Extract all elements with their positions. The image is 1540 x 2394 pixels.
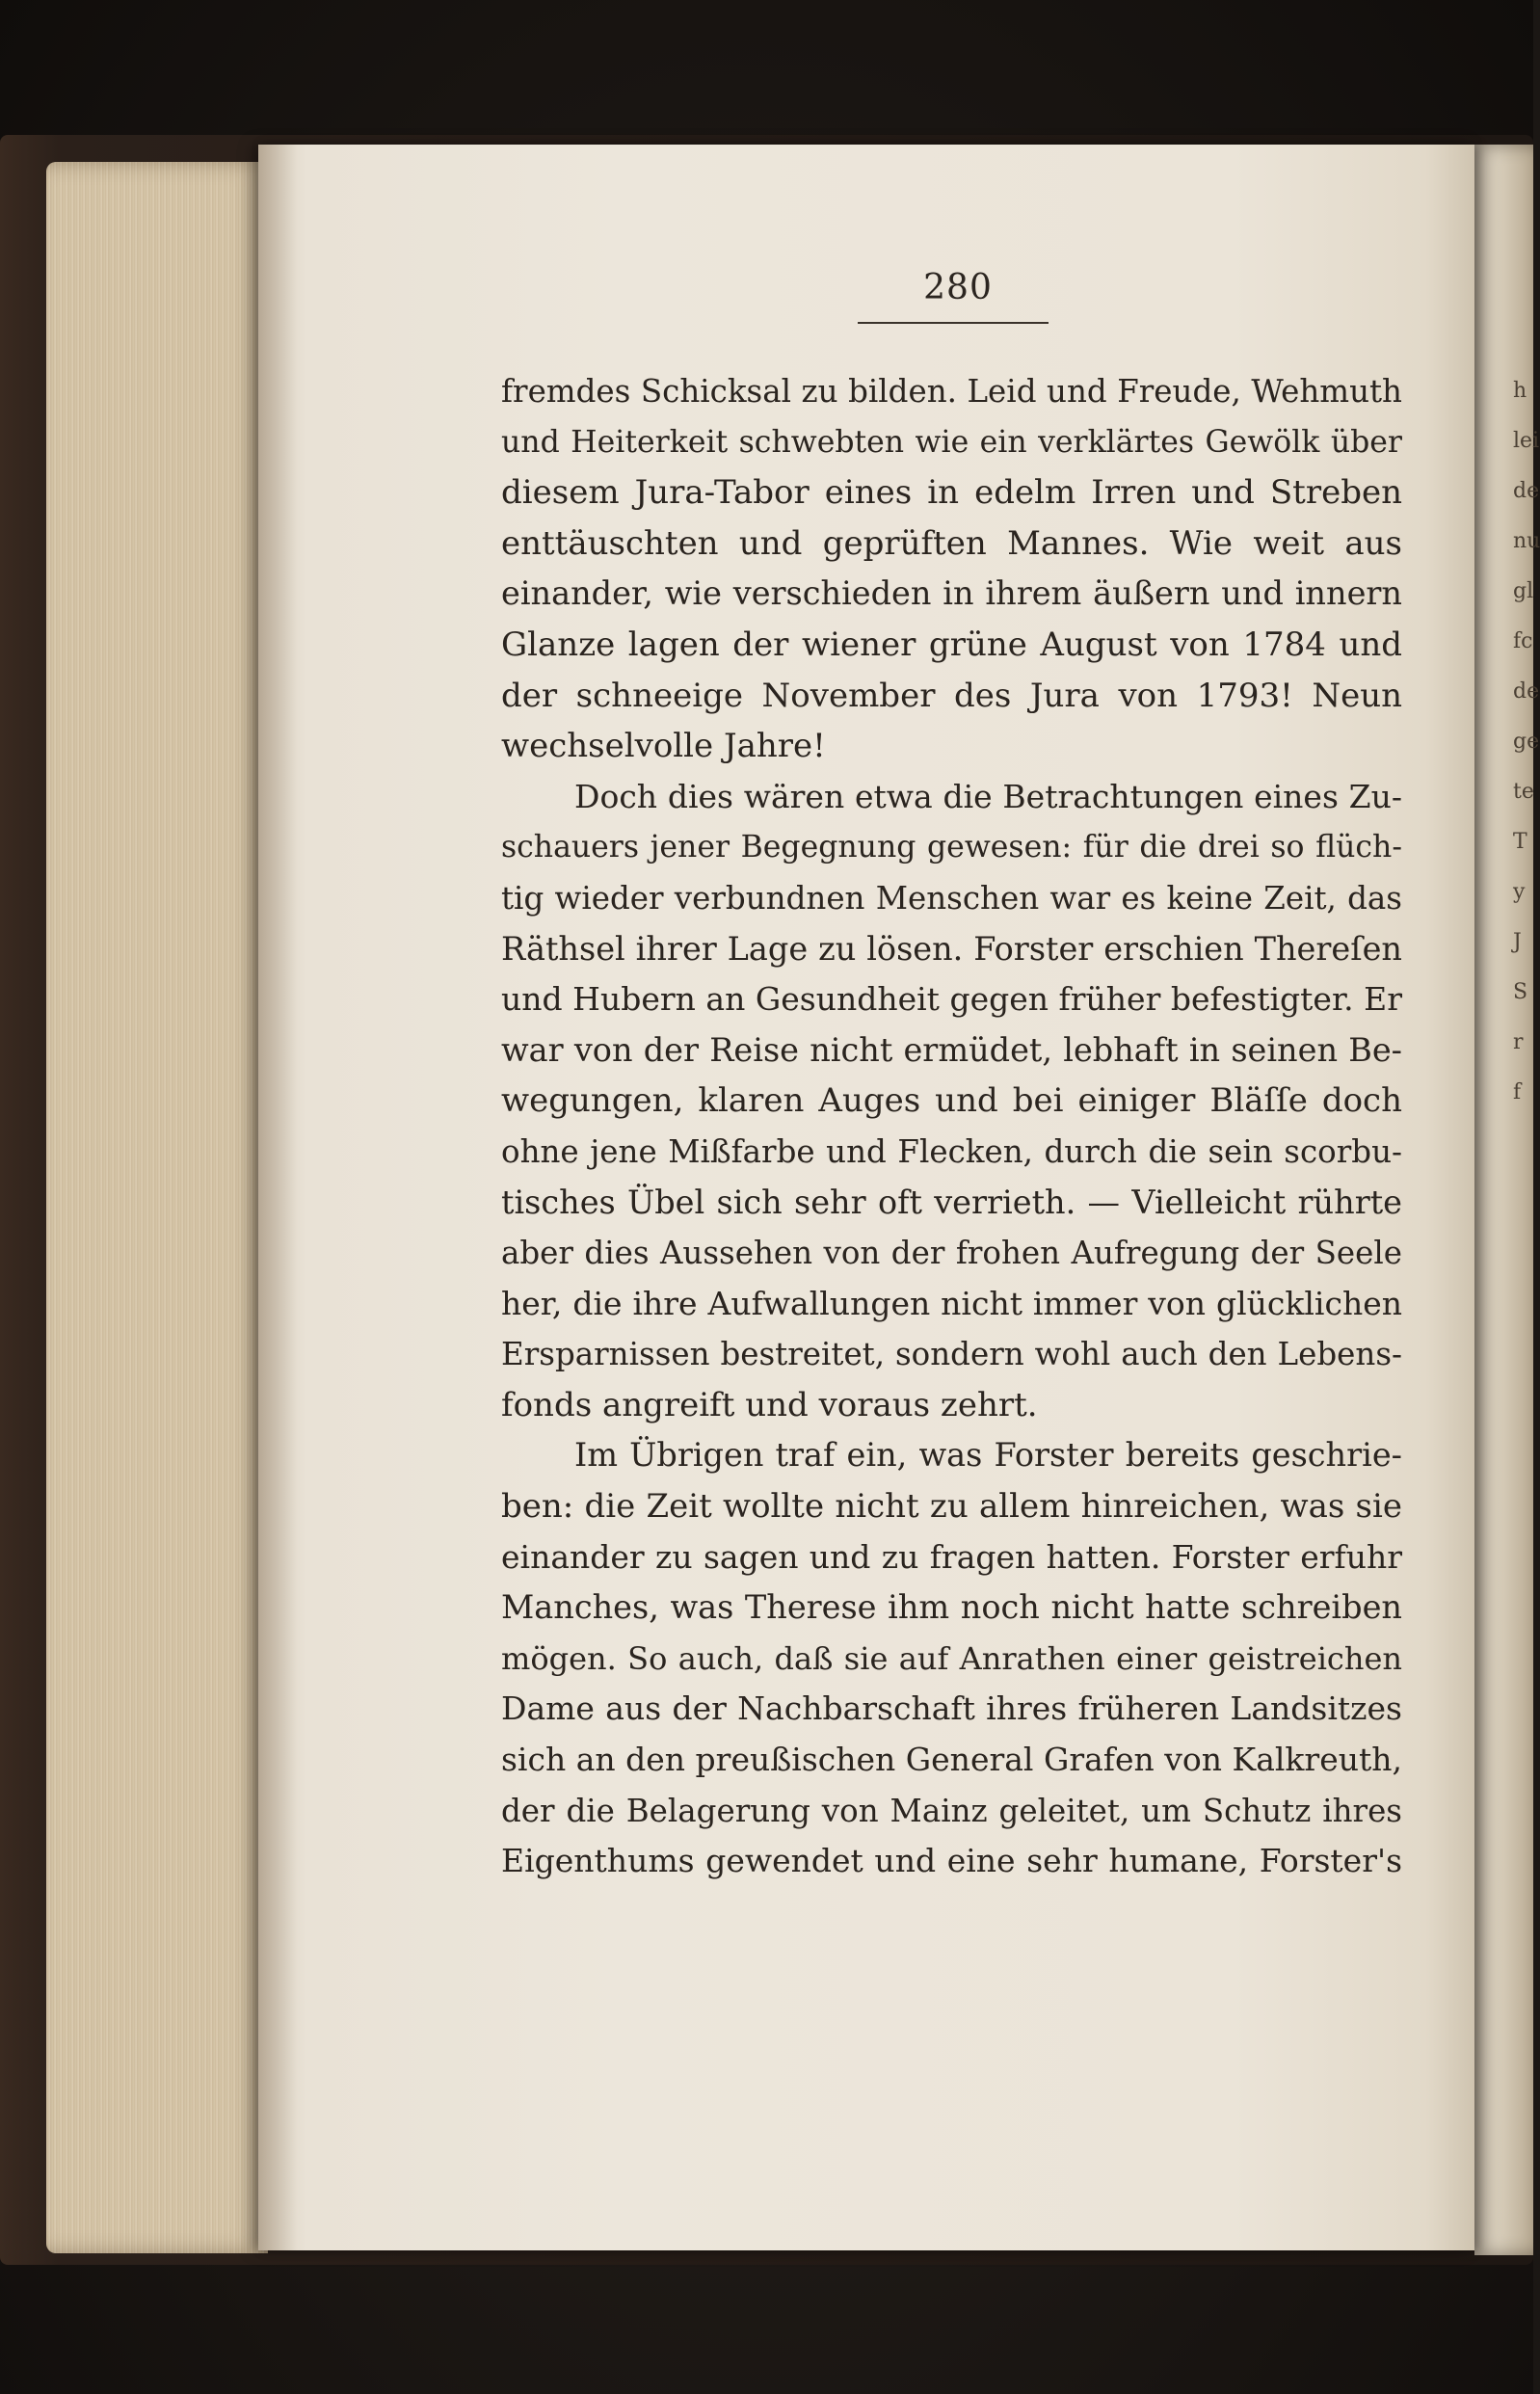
adjacent-page-fragment: J xyxy=(1513,930,1522,954)
adjacent-page-fragment: ge xyxy=(1513,730,1540,754)
text-line: und Hubern an Gesundheit gegen früher befestigter. Er xyxy=(501,980,1402,1019)
adjacent-page-fragment: fc xyxy=(1513,629,1533,653)
text-line: ohne jene Mißfarbe und Flecken, durch die sein scorbu- xyxy=(501,1132,1402,1170)
text-line: wechselvolle Jahre! xyxy=(501,727,826,766)
text-line: ben: die Zeit wollte nicht zu allem hinreichen, was sie xyxy=(501,1487,1402,1527)
text-line: schauers jener Begegnung gewesen: für die drei so flüch- xyxy=(501,830,1402,865)
adjacent-page-text xyxy=(1513,366,1540,1118)
page-number-rule xyxy=(858,322,1049,324)
text-line: tig wieder verbundnen Menschen war es keine Zeit, das xyxy=(501,879,1402,917)
adjacent-page-fragment: y xyxy=(1513,880,1526,904)
text-line: Glanze lagen der wiener grüne August von 1784 und xyxy=(501,625,1402,664)
adjacent-page-fragment: r xyxy=(1513,1030,1524,1054)
gutter-shadow xyxy=(258,145,297,2250)
text-line: Doch dies wären etwa die Betrachtungen eines Zu- xyxy=(574,777,1402,815)
adjacent-page-fragment: T xyxy=(1513,830,1527,854)
text-line: aber dies Aussehen von der frohen Aufregung der Seele xyxy=(501,1235,1402,1272)
adjacent-page-fragment: nu xyxy=(1513,529,1540,553)
text-line: der schneeige November des Jura von 1793! Neun xyxy=(501,676,1402,715)
adjacent-page-fragment: de xyxy=(1513,479,1540,503)
adjacent-page-fragment: lei xyxy=(1513,429,1540,453)
text-line: mögen. So auch, daß sie auf Anrathen einer geistreichen xyxy=(501,1639,1402,1677)
text-line: tisches Übel sich sehr oft verrieth. — Vielleicht rührte xyxy=(501,1183,1402,1221)
text-line: wegungen, klaren Auges und bei einiger Bläſſe doch xyxy=(501,1081,1402,1121)
adjacent-page-fragment: gl xyxy=(1513,579,1534,603)
page-body-text xyxy=(501,366,1402,1887)
adjacent-page-fragment: h xyxy=(1513,379,1527,403)
text-line: fremdes Schicksal zu bilden. Leid und Freude, Wehmuth xyxy=(501,373,1402,410)
text-line: Eigenthums gewendet und eine sehr humane, Forster's xyxy=(501,1842,1402,1880)
adjacent-page-fragment: S xyxy=(1513,980,1528,1004)
text-line: der die Belagerung von Mainz geleitet, um Schutz ihres xyxy=(501,1792,1402,1829)
book-page xyxy=(258,145,1474,2250)
text-line: Manches, was Therese ihm noch nicht hatte schreiben xyxy=(501,1588,1402,1627)
text-line: einander zu sagen und zu fragen hatten. Forster erfuhr xyxy=(501,1537,1402,1576)
text-line: diesem Jura-Tabor eines in edelm Irren und Streben xyxy=(501,473,1402,513)
adjacent-page-fragment: te xyxy=(1513,780,1534,804)
adjacent-page-fragment: f xyxy=(1513,1080,1522,1104)
left-page-stack xyxy=(46,162,268,2253)
text-line: enttäuschten und geprüften Mannes. Wie weit aus xyxy=(501,523,1402,563)
text-line: und Heiterkeit schwebten wie ein verklärtes Gewölk über xyxy=(501,424,1402,460)
text-line: sich an den preußischen General Grafen von Kalkreuth, xyxy=(501,1741,1402,1779)
text-line: fonds angreift und voraus zehrt. xyxy=(501,1385,1038,1424)
page-number: 280 xyxy=(923,268,993,307)
text-line: Im Übrigen traf ein, was Forster bereits geschrie- xyxy=(574,1436,1402,1475)
text-line: her, die ihre Aufwallungen nicht immer von glücklichen xyxy=(501,1284,1402,1322)
text-line: Räthsel ihrer Lage zu lösen. Forster erschien Thereſen xyxy=(501,929,1402,968)
text-line: Dame aus der Nachbarschaft ihres früheren Landsitzes xyxy=(501,1689,1402,1728)
text-line: war von der Reise nicht ermüdet, lebhaft in seinen Be- xyxy=(501,1030,1402,1069)
text-line: einander, wie verschieden in ihrem äußern und innern xyxy=(501,574,1402,613)
text-line: Ersparnissen bestreitet, sondern wohl auch den Lebens- xyxy=(501,1336,1402,1373)
adjacent-page-fragment: de xyxy=(1513,679,1540,704)
